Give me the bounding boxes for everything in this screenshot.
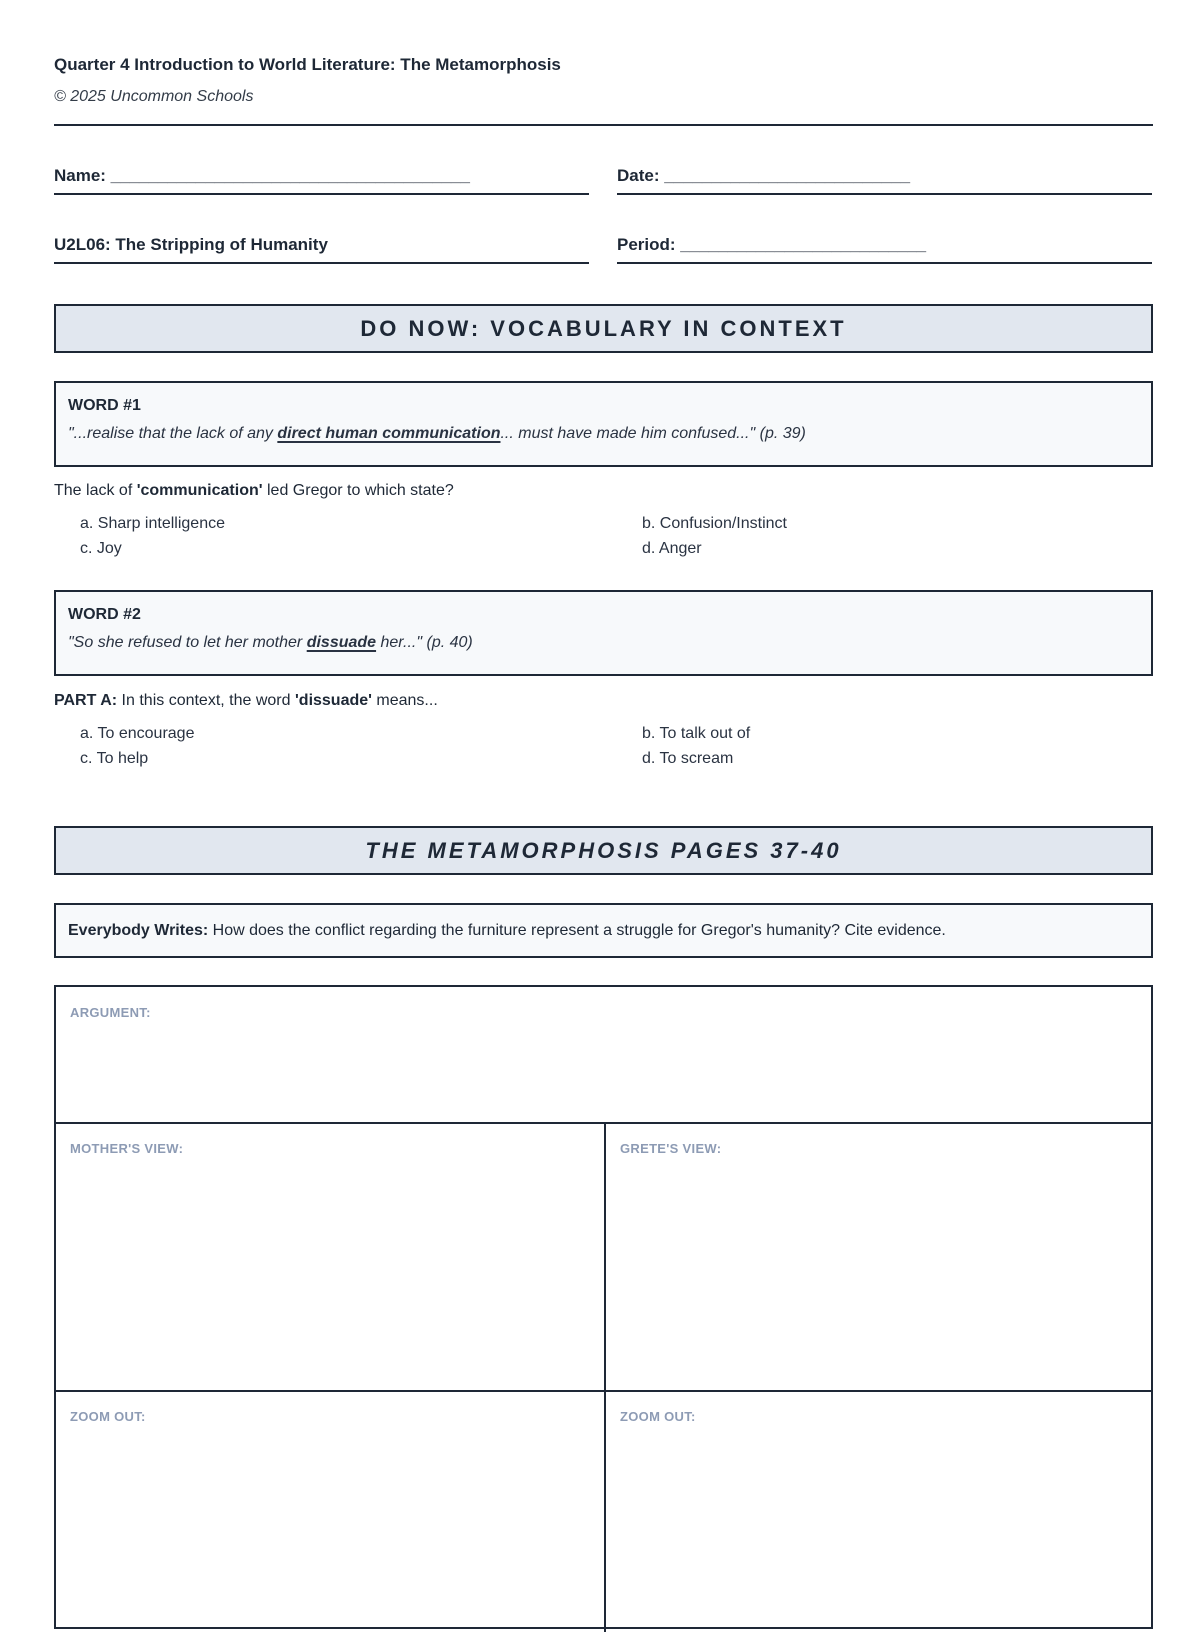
date-field[interactable]: Date: __________________________ bbox=[617, 165, 1152, 195]
question-text: means... bbox=[371, 692, 438, 709]
question-term: 'communication' bbox=[136, 482, 263, 499]
word1-label: WORD #1 bbox=[68, 397, 141, 414]
question-text: led Gregor to which state? bbox=[262, 482, 454, 499]
word2-quote bbox=[68, 634, 1139, 652]
word2-box bbox=[54, 590, 1153, 676]
zoom-out-right-cell[interactable] bbox=[606, 1392, 1151, 1632]
word2-option-b[interactable]: b. To talk out of bbox=[642, 725, 751, 742]
mothers-view-cell[interactable] bbox=[56, 1124, 606, 1392]
everybody-writes-prompt bbox=[54, 903, 1153, 958]
question-text: The lack of bbox=[54, 482, 137, 499]
question-term: 'dissuade' bbox=[294, 692, 372, 709]
response-grid bbox=[54, 985, 1153, 1629]
document-title: Quarter 4 Introduction to World Literature: The Metamorphosis bbox=[54, 55, 561, 74]
quote-text: "...realise that the lack of any bbox=[68, 425, 278, 442]
name-field[interactable]: Name: ______________________________________ bbox=[54, 165, 589, 195]
zoom-out-right-label: ZOOM OUT: bbox=[620, 1409, 696, 1424]
lesson-title: U2L06: The Stripping of Humanity bbox=[54, 234, 589, 264]
part-label: PART A: bbox=[54, 692, 118, 709]
gretes-view-label: GRETE'S VIEW: bbox=[620, 1141, 722, 1156]
word1-box bbox=[54, 381, 1153, 467]
gretes-view-cell[interactable] bbox=[606, 1124, 1151, 1392]
quote-text: "So she refused to let her mother bbox=[68, 634, 307, 651]
zoom-out-left-label: ZOOM OUT: bbox=[70, 1409, 146, 1424]
word1-quote bbox=[68, 425, 1139, 443]
argument-cell[interactable] bbox=[56, 987, 1151, 1124]
header-divider bbox=[54, 124, 1153, 126]
copyright: © 2025 Uncommon Schools bbox=[54, 88, 254, 105]
word2-option-a[interactable]: a. To encourage bbox=[80, 725, 195, 742]
argument-label: ARGUMENT: bbox=[70, 1005, 151, 1020]
prompt-text: How does the conflict regarding the furniture represent a struggle for Gregor's humanity? Cite evidence. bbox=[208, 922, 946, 939]
word1-option-c[interactable]: c. Joy bbox=[80, 540, 122, 557]
word2-option-d[interactable]: d. To scream bbox=[642, 750, 734, 767]
word2-label: WORD #2 bbox=[68, 606, 141, 623]
do-now-heading: DO NOW: VOCABULARY IN CONTEXT bbox=[54, 304, 1153, 353]
word2-question bbox=[54, 692, 438, 710]
zoom-out-left-cell[interactable] bbox=[56, 1392, 606, 1632]
word1-question bbox=[54, 482, 454, 500]
period-field[interactable]: Period: __________________________ bbox=[617, 234, 1152, 264]
word1-option-d[interactable]: d. Anger bbox=[642, 540, 702, 557]
word1-option-a[interactable]: a. Sharp intelligence bbox=[80, 515, 225, 532]
word1-option-b[interactable]: b. Confusion/Instinct bbox=[642, 515, 787, 532]
vocab-term: direct human communication bbox=[277, 425, 501, 442]
quote-text: ... must have made him confused..." (p. 39) bbox=[500, 425, 806, 442]
mothers-view-label: MOTHER'S VIEW: bbox=[70, 1141, 184, 1156]
reading-heading: THE METAMORPHOSIS PAGES 37-40 bbox=[54, 826, 1153, 875]
quote-text: her..." (p. 40) bbox=[376, 634, 473, 651]
vocab-term: dissuade bbox=[306, 634, 377, 651]
prompt-label: Everybody Writes: bbox=[68, 922, 209, 939]
word2-option-c[interactable]: c. To help bbox=[80, 750, 149, 767]
question-text: In this context, the word bbox=[117, 692, 295, 709]
